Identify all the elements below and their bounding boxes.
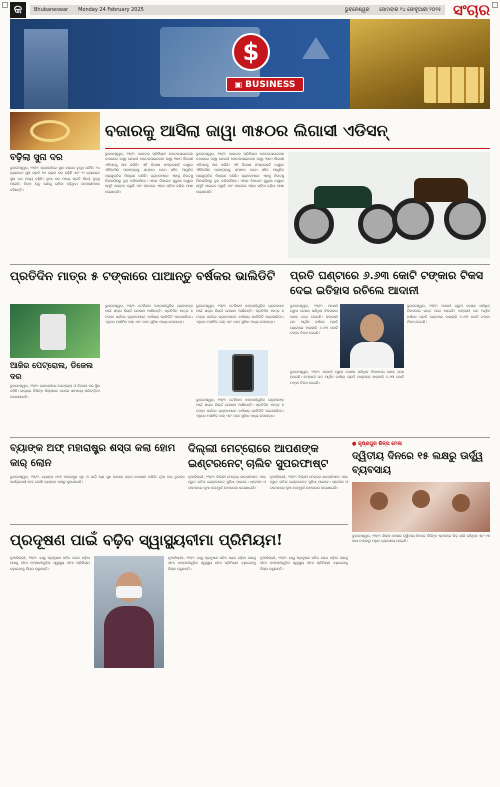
city-label: Bhubaneswar [34, 7, 69, 13]
city-odia-label: ଭୁବନେଶ୍ୱର [344, 7, 370, 13]
person-clothing [104, 606, 154, 668]
briefcase-icon: ▣ [234, 80, 243, 89]
motorcycle-wheel [294, 204, 334, 244]
gold-headline: ବଢ଼ିଲା ସୁନା ଦର [10, 153, 63, 163]
gold-article-body: ଭୁବନେଶ୍ୱର, ୨୩/୨: ରାଜଧାନୀରେ ସୁନା ଦରରେ ବୃଦ୍ଧି ଘଟିଛି। ୨୪ କ୍ୟାରେଟ ସୁନା ପ୍ରତି ୧୦ ଗ୍ରାମ ଦର ବଢ଼ିଛି ଏବଂ ୨୨ କ୍ୟାରେଟ ସୁନା ଦର ମଧ୍ୟ ବଢ଼ିଛି। ରୂପା ଦର ମଧ୍ୟ ପ୍ରତି କିଲୋ ବୃଦ୍ଧି ପାଇଛି। ବିବାହ ଋତୁ ଯୋଗୁ ଚାହିଦା ବଢ଼ିଥିବା ବେପାରୀମାନେ କହିଛନ୍ତି। [10, 166, 100, 192]
expo-stall-image [352, 482, 490, 532]
person-portrait-image [340, 304, 404, 368]
bank-article-body: ଭୁବନେଶ୍ୱର, ୨୩/୨: ବ୍ୟାଙ୍କ ଅଫ୍ ମହାରାଷ୍ଟ୍ର ଗୃହ ଓ ଗାଡ଼ି ଋଣ ସୁଧ ହାରରେ ହ୍ରାସ ଘୋଷଣା କରିଛି। ନୂଆ ହାର ତୁରନ୍ତ କାର୍ଯ୍ୟକାରୀ ହେବ ବୋଲି ବ୍ୟାଙ୍କ ପକ୍ଷରୁ କୁହାଯାଇଛି। [10, 475, 185, 485]
business-section-label: ▣ BUSINESS [226, 77, 304, 92]
expo-headline: ଦ୍ୱିତୀୟ ଦିନରେ ୧୫ ଲକ୍ଷରୁ ଊର୍ଦ୍ଧ୍ୱ ବ୍ୟବସାୟ [352, 451, 484, 476]
person-face [360, 314, 384, 342]
health-headline: ପ୍ରଦୂଷଣ ପାଇଁ ବଢ଼ିବ ସ୍ୱାସ୍ଥ୍ୟବୀମା ପ୍ରିମିୟମ! [10, 531, 283, 549]
daily-article-col-1: ଭୁବନେଶ୍ୱର, ୨୩/୨: ଟେଲିକମ କମ୍ପାନୀଗୁଡ଼ିକ ଗ୍ରାହକଙ୍କ ପାଇଁ ଶସ୍ତା ରିଚାର୍ଜ ଯୋଜନା ଆଣିଛନ୍ତି। ପ୍ରତିଦିନ ମାତ୍ର ୫ ଟଙ୍କା ଖର୍ଚ୍ଚରେ ଗ୍ରାହକମାନେ ବର୍ଷସାରା ଭାଲିଡିଟି ପାଇପାରିବେ। ଏଥିରେ ଅସୀମିତ କଲ୍ ଏବଂ ଡାଟା ସୁବିଧା ମଧ୍ୟ ଉପଲବ୍ଧ। [105, 304, 193, 325]
business-banner [10, 19, 490, 109]
headline-rule [105, 148, 490, 149]
newspaper-logo: ସଂଚାର [453, 0, 490, 19]
growth-arrow-icon [302, 37, 330, 59]
crop-mark [2, 2, 8, 8]
petrol-article-body: ଭୁବନେଶ୍ୱର, ୨୩/୨: ରାଜଧାନୀରେ ପେଟ୍ରୋଲ ଓ ଡିଜେଲ ଦର ସ୍ଥିର ରହିଛି। ରାଜ୍ୟର ବିଭିନ୍ନ ଜିଲ୍ଲାରେ ଦରରେ ସାମାନ୍ୟ ପରିବର୍ତ୍ତନ ଦେଖାଯାଇଛି। [10, 384, 100, 399]
phone-icon [232, 354, 254, 392]
adani-article-col-3: ଭୁବନେଶ୍ୱର, ୨୩/୨: ଆଦାନୀ ଗ୍ରୁପ ଦେଶର ସର୍ବାଧିକ ଟିକସଦାତା ଭାବେ ଉଭା ହୋଇଛି। କମ୍ପାନୀ ଗତ ଆର୍ଥିକ ବର୍ଷରେ ପ୍ରତି ଘଣ୍ଟାରେ ହାରାହାରି ୬.୬୩ କୋଟି ଟଙ୍କା ଟିକସ ଦେଇଛି। [290, 370, 404, 385]
date-strip [30, 5, 445, 15]
section-divider [10, 437, 490, 438]
section-divider [10, 264, 490, 265]
adani-article-col-1: ଭୁବନେଶ୍ୱର, ୨୩/୨: ଆଦାନୀ ଗ୍ରୁପ ଦେଶର ସର୍ବାଧିକ ଟିକସଦାତା ଭାବେ ଉଭା ହୋଇଛି। କମ୍ପାନୀ ଗତ ଆର୍ଥିକ ବର୍ଷରେ ପ୍ରତି ଘଣ୍ଟାରେ ହାରାହାରି ୬.୬୩ କୋଟି ଟଙ୍କା ଟିକସ ଦେଇଛି। [290, 304, 338, 336]
face-mask-icon [116, 586, 142, 598]
main-article-col-2: ଭୁବନେଶ୍ୱର, ୨୩/୨: ଭାରତର ପ୍ରିମିୟମ ମୋଟରସାଇକେଲ ବଜାରରେ ଜାୱା ଯେଜଦୀ ମୋଟରସାଇକେଲ ଜାୱା ୩୫୦ ଲିଗାସୀ ଏଡିସନକୁ ଲଞ୍ଚ କରିଛି। ଏହି ବିଶେଷ ସଂସ୍କରଣଟି ଜାୱାର ଐତିହାସିକ ପରମ୍ପରାକୁ ସମ୍ମାନ ଦେବା ସହିତ ଆଧୁନିକ ପ୍ରଯୁକ୍ତିର ମିଶ୍ରଣ କରିଛି। ଗ୍ରାହକମାନେ ଏହାକୁ ନିକଟସ୍ଥ ଡିଲରସିପରୁ ବୁକ୍ କରିପାରିବେ। ଏହାର ଡିଜାଇନ ପୁରୁଣା ଜାୱାର ସ୍ମୃତି ଜାଗ୍ରତ କରୁଛି ଏବଂ ସହରରେ ଏହାର ଚାହିଦା ବଢ଼ିବା ଆଶା କରାଯାଉଛି। [196, 152, 284, 194]
motorcycle-icon [314, 186, 372, 208]
stock-exchange-building-icon [24, 29, 68, 109]
dollar-icon: $ [232, 33, 270, 71]
person-head [452, 494, 470, 512]
adani-article-col-2: ଭୁବନେଶ୍ୱର, ୨୩/୨: ଆଦାନୀ ଗ୍ରୁପ ଦେଶର ସର୍ବାଧିକ ଟିକସଦାତା ଭାବେ ଉଭା ହୋଇଛି। କମ୍ପାନୀ ଗତ ଆର୍ଥିକ ବର୍ଷରେ ପ୍ରତି ଘଣ୍ଟାରେ ହାରାହାରି ୬.୬୩ କୋଟି ଟଙ୍କା ଟିକସ ଦେଇଛି। [407, 304, 490, 325]
daily-article-col-2: ଭୁବନେଶ୍ୱର, ୨୩/୨: ଟେଲିକମ କମ୍ପାନୀଗୁଡ଼ିକ ଗ୍ରାହକଙ୍କ ପାଇଁ ଶସ୍ତା ରିଚାର୍ଜ ଯୋଜନା ଆଣିଛନ୍ତି। ପ୍ରତିଦିନ ମାତ୍ର ୫ ଟଙ୍କା ଖର୍ଚ୍ଚରେ ଗ୍ରାହକମାନେ ବର୍ଷସାରା ଭାଲିଡିଟି ପାଇପାରିବେ। ଏଥିରେ ଅସୀମିତ କଲ୍ ଏବଂ ଡାଟା ସୁବିଧା ମଧ୍ୟ ଉପଲବ୍ଧ। [196, 304, 284, 325]
main-headline: ବଜାରକୁ ଆସିଲା ଜାୱା ୩୫୦ର ଲିଗାସୀ ଏଡିସନ୍ [105, 121, 388, 140]
fuel-pump-icon [40, 314, 66, 350]
metro-article-col-1: ନୂଆଦିଲ୍ଲୀ, ୨୩/୨: ଦିଲ୍ଲୀ ମେଟ୍ରୋ ଯାତ୍ରୀମାନେ ଏବେ ଦ୍ରୁତ ଗତିର ଇଣ୍ଟରନେଟ୍ ସୁବିଧା ପାଇବେ। ଷ୍ଟେସନ ଓ ଟନେଲରେ ନୂଆ ନେଟୱର୍କ ଉପକରଣ ଲଗାଯାଇଛି। [188, 475, 266, 490]
masked-woman-image [94, 556, 164, 668]
crop-mark [492, 2, 498, 8]
health-article-col-2: ନୂଆଦିଲ୍ଲୀ, ୨୩/୨: ବାୟୁ ପ୍ରଦୂଷଣ ଜନିତ ରୋଗ ବଢ଼ିବା ଯୋଗୁ ବୀମା କମ୍ପାନୀଗୁଡ଼ିକ ସ୍ୱାସ୍ଥ୍ୟ ବୀମା ପ୍ରିମିୟମ ବଢ଼ାଇବାକୁ ବିଚାର କରୁଛନ୍ତି। [168, 556, 256, 571]
bangle-icon [30, 120, 70, 142]
daily-article-col-3: ଭୁବନେଶ୍ୱର, ୨୩/୨: ଟେଲିକମ କମ୍ପାନୀଗୁଡ଼ିକ ଗ୍ରାହକଙ୍କ ପାଇଁ ଶସ୍ତା ରିଚାର୍ଜ ଯୋଜନା ଆଣିଛନ୍ତି। ପ୍ରତିଦିନ ମାତ୍ର ୫ ଟଙ୍କା ଖର୍ଚ୍ଚରେ ଗ୍ରାହକମାନେ ବର୍ଷସାରା ଭାଲିଡିଟି ପାଇପାରିବେ। ଏଥିରେ ଅସୀମିତ କଲ୍ ଏବଂ ଡାଟା ସୁବିଧା ମଧ୍ୟ ଉପଲବ୍ଧ। [196, 398, 284, 419]
motorcycle-image [288, 152, 490, 258]
color-calibration-strip [0, 779, 500, 787]
adani-headline: ପ୍ରତି ଘଣ୍ଟାରେ ୬.୬୩ କୋଟି ଟଙ୍କାର ଟିକସ ଦେଇ ଇତିହାସ ରଚିଲେ ଆଦାନୀ [290, 269, 484, 297]
main-article-col-1: ଭୁବନେଶ୍ୱର, ୨୩/୨: ଭାରତର ପ୍ରିମିୟମ ମୋଟରସାଇକେଲ ବଜାରରେ ଜାୱା ଯେଜଦୀ ମୋଟରସାଇକେଲ ଜାୱା ୩୫୦ ଲିଗାସୀ ଏଡିସନକୁ ଲଞ୍ଚ କରିଛି। ଏହି ବିଶେଷ ସଂସ୍କରଣଟି ଜାୱାର ଐତିହାସିକ ପରମ୍ପରାକୁ ସମ୍ମାନ ଦେବା ସହିତ ଆଧୁନିକ ପ୍ରଯୁକ୍ତିର ମିଶ୍ରଣ କରିଛି। ଗ୍ରାହକମାନେ ଏହାକୁ ନିକଟସ୍ଥ ଡିଲରସିପରୁ ବୁକ୍ କରିପାରିବେ। ଏହାର ଡିଜାଇନ ପୁରୁଣା ଜାୱାର ସ୍ମୃତି ଜାଗ୍ରତ କରୁଛି ଏବଂ ସହରରେ ଏହାର ଚାହିଦା ବଢ଼ିବା ଆଶା କରାଯାଉଛି। [105, 152, 193, 194]
fuel-pump-image [10, 304, 100, 358]
metro-article-col-2: ନୂଆଦିଲ୍ଲୀ, ୨୩/୨: ଦିଲ୍ଲୀ ମେଟ୍ରୋ ଯାତ୍ରୀମାନେ ଏବେ ଦ୍ରୁତ ଗତିର ଇଣ୍ଟରନେଟ୍ ସୁବିଧା ପାଇବେ। ଷ୍ଟେସନ ଓ ଟନେଲରେ ନୂଆ ନେଟୱର୍କ ଉପକରଣ ଲଗାଯାଇଛି। [270, 475, 348, 490]
gold-jewellery-image [10, 112, 100, 150]
health-article-col-3: ନୂଆଦିଲ୍ଲୀ, ୨୩/୨: ବାୟୁ ପ୍ରଦୂଷଣ ଜନିତ ରୋଗ ବଢ଼ିବା ଯୋଗୁ ବୀମା କମ୍ପାନୀଗୁଡ଼ିକ ସ୍ୱାସ୍ଥ୍ୟ ବୀମା ପ୍ରିମିୟମ ବଢ଼ାଇବାକୁ ବିଚାର କରୁଛନ୍ତି। [260, 556, 348, 571]
section-divider [10, 524, 348, 525]
person-shirt [350, 342, 394, 368]
petrol-headline: ଆଜିର ପେଟ୍ରୋଲ, ଡିଜେଲ ଦର [10, 360, 93, 381]
section-letter: କ [10, 2, 26, 18]
gold-bars-icon [424, 67, 484, 103]
person-head [370, 492, 388, 510]
issue-label: ସୋମବାର ୨୪ ଫେବୃଆରୀ ୨୦୨୫ [379, 7, 442, 13]
expo-kicker: ● କୃଷ୍ଣପୁର ଶିଳ୍ପ ମେଳା [352, 441, 402, 447]
motorcycle-icon [414, 178, 468, 202]
motorcycle-wheel [392, 198, 434, 240]
metro-headline: ଦିଲ୍ଲୀ ମେଟ୍ରୋରେ ଆପଣଙ୍କ ଇଣ୍ଟରନେଟ୍ ଚାଲିବ ସୁପରଫାଷ୍ଟ [188, 442, 329, 470]
daily-validity-headline: ପ୍ରତିଦିନ ମାତ୍ର ୫ ଟଙ୍କାରେ ପାଆନ୍ତୁ ବର୍ଷକର ଭାଲିଡିଟି [10, 269, 276, 283]
person-head [412, 490, 430, 508]
health-article-col-1: ନୂଆଦିଲ୍ଲୀ, ୨୩/୨: ବାୟୁ ପ୍ରଦୂଷଣ ଜନିତ ରୋଗ ବଢ଼ିବା ଯୋଗୁ ବୀମା କମ୍ପାନୀଗୁଡ଼ିକ ସ୍ୱାସ୍ଥ୍ୟ ବୀମା ପ୍ରିମିୟମ ବଢ଼ାଇବାକୁ ବିଚାର କରୁଛନ୍ତି। [10, 556, 90, 571]
phone-image [218, 350, 268, 396]
bank-headline: ବ୍ୟାଙ୍କ ଅଫ୍ ମହାରାଷ୍ଟ୍ର ଶସ୍ତା କଲା ହୋମ କାର୍ ଲୋନ [10, 443, 176, 469]
expo-article-body: ଭୁବନେଶ୍ୱର, ୨୩/୨: ଶିଳ୍ପ ମେଳାର ଦ୍ୱିତୀୟ ଦିନରେ ବିଭିନ୍ନ ଷ୍ଟଲରେ ଭିଡ଼ ଲାଗି ରହିଥିଲା ଏବଂ ୧୫ ଲକ୍ଷ ଟଙ୍କାରୁ ଅଧିକ ବ୍ୟବସାୟ ହୋଇଛି। [352, 534, 490, 544]
motorcycle-wheel [444, 198, 486, 240]
masthead-bar [10, 2, 490, 18]
date-label: Monday 24 February 2025 [78, 7, 144, 13]
